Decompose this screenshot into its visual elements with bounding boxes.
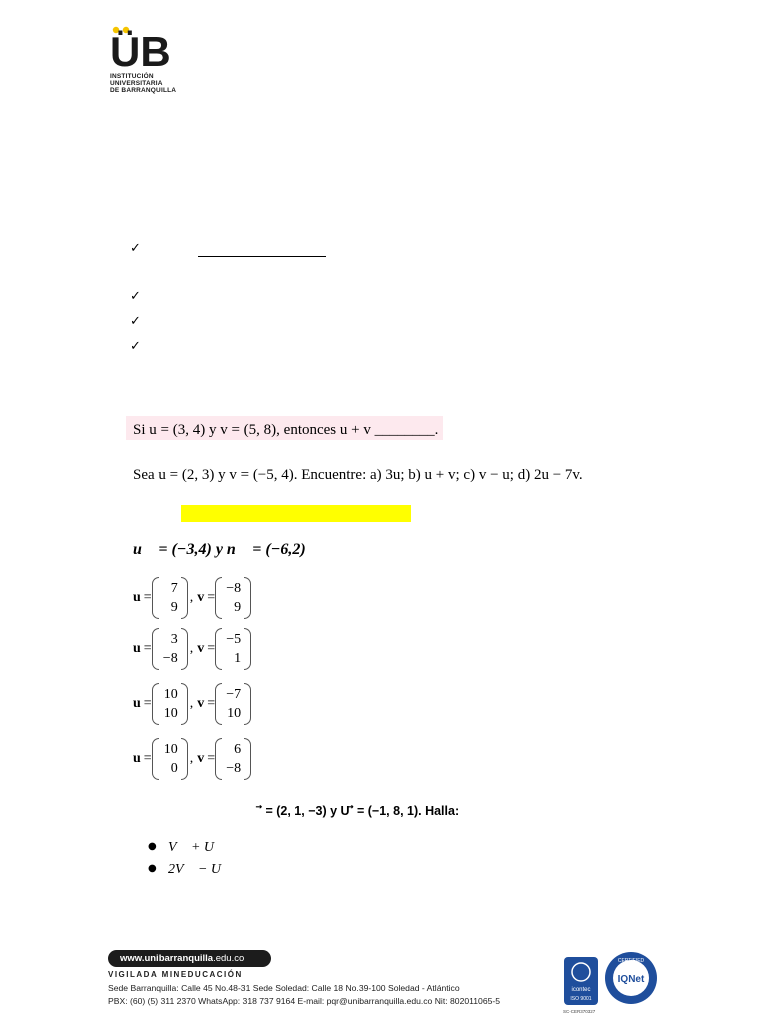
task-instruction: ⃗ = (2, 1, −3) y U ⃗ = (−1, 8, 1). Halla:	[262, 804, 460, 818]
svg-text:CERTIFIED: CERTIFIED	[617, 958, 645, 964]
footer-address: Sede Barranquilla: Calle 45 No.48-31 Sede Soledad: Calle 18 No.39-100 Soledad - Atlántico	[108, 983, 460, 993]
svg-text:ISO 9001: ISO 9001	[570, 996, 592, 1002]
vector-matrix-row: u = 10 10 , v = −7 10	[133, 683, 251, 725]
icontec-certification-logo	[563, 956, 599, 1006]
svg-text:ÜB: ÜB	[110, 28, 171, 68]
blank-underline	[198, 256, 326, 257]
svg-text:IQNet: IQNet	[617, 974, 645, 985]
list-item: ● V⃗ + U⃗	[148, 840, 225, 855]
vector-matrix-row: u = 10 0 , v = 6 −8	[133, 738, 251, 780]
institution-name-line-2: UNIVERSITARIA	[110, 80, 163, 87]
institution-name-line-1: INSTITUCIÓN	[110, 73, 154, 80]
footer-vigilada: VIGILADA MINEDUCACIÓN	[108, 970, 243, 979]
exercise-1-text: Si u = (3, 4) y v = (5, 8), entonces u + v ________.	[133, 422, 439, 438]
bullet-icon: ●	[148, 841, 157, 852]
check-icon: ✓	[130, 241, 141, 256]
iqnet-certification-logo	[603, 950, 659, 1006]
svg-text:icontec: icontec	[571, 987, 591, 993]
check-icon: ✓	[130, 314, 141, 329]
certificate-code: SC-CER370327	[563, 1009, 596, 1014]
institution-logo	[110, 26, 176, 68]
vector-pair-equation: u⃗ = (−3,4) y n⃗ = (−6,2)	[133, 541, 306, 558]
check-icon: ✓	[130, 339, 141, 354]
vector-matrix-row: u = 3 −8 , v = −5 1	[133, 628, 251, 670]
footer-contact: PBX: (60) (5) 311 2370 WhatsApp: 318 737 9164 E-mail: pqr@unibarranquilla.edu.co Nit: 802011065-5	[108, 996, 501, 1006]
footer-website-link[interactable]: www.unibarranquilla.edu.co	[108, 950, 271, 967]
check-icon: ✓	[130, 289, 141, 304]
bullet-icon: ●	[148, 863, 157, 874]
list-item: ● 2V⃗ − U⃗	[148, 862, 232, 877]
vector-matrix-row: u = 7 9 , v = −8 9	[133, 577, 251, 619]
institution-name-line-3: DE BARRANQUILLA	[110, 87, 177, 94]
exercise-2-text: Sea u = (2, 3) y v = (−5, 4). Encuentre: a) 3u; b) u + v; c) v − u; d) 2u − 7v.	[133, 467, 583, 483]
yellow-highlight	[181, 505, 411, 522]
